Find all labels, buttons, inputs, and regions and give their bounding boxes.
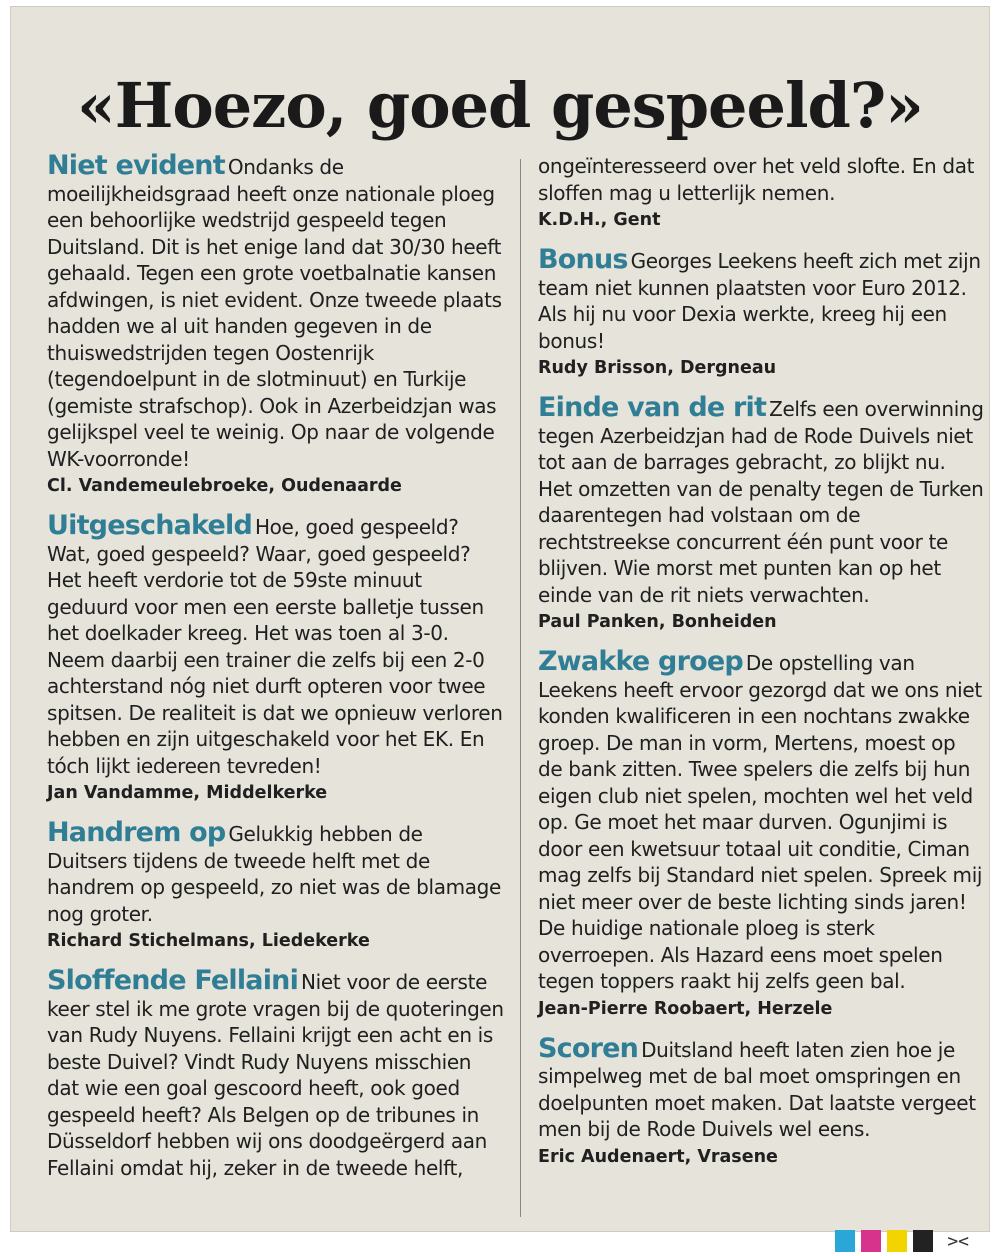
letter-body: Niet voor de eerste keer stel ik me grote vragen bij de quoteringen van Rudy Nuyens. Fellaini krijgt een acht en is beste Duivel? Vindt Rudy Nuyens misschien dat wie een goal gescoord heeft, ook goed gespeeld heeft? Als Belgen op de tribunes in Düsseldorf hebben wij ons doodgeërgerd aan Fellaini omdat hij, zeker in de tweede helft, (47, 970, 504, 1180)
page-title: «Hoezo, goed gespeeld?» (77, 69, 923, 142)
letter-body: Ondanks de moeilijkheidsgraad heeft onze nationale ploeg een behoorlijke wedstrijd gespeeld tegen Duitsland. Dit is het enige land dat 30/30 heeft gehaald. Tegen een grote voetbalnatie kansen afdwingen, is niet evident. Onze tweede plaats hadden we al uit handen gegeven in de thuiswedstrijden tegen Oostenrijk (tegendoelpunt in de slotminuut) en Turkije (gemiste strafschop). Ook in Azerbeidzjan was gelijkspel veel te weinig. Op naar de volgende WK-voorronde! (47, 155, 502, 471)
letter-scoren (538, 1032, 984, 1170)
letter-text (47, 150, 505, 472)
cyan-swatch (835, 1230, 855, 1252)
letter-signature: Jan Vandamme, Middelkerke (47, 783, 328, 803)
newspaper-clipping (10, 6, 990, 1232)
letter-einde-van-de-rit (538, 392, 984, 635)
letter-signature: Paul Panken, Bonheiden (538, 612, 777, 632)
letter-continuation (538, 153, 984, 233)
letter-kicker: Handrem op (47, 817, 226, 848)
black-swatch (913, 1230, 933, 1252)
letter-niet-evident (47, 150, 505, 499)
letter-text (538, 392, 984, 608)
letter-signature: Cl. Vandemeulebroeke, Oudenaarde (47, 476, 402, 496)
letter-kicker: Zwakke groep (538, 646, 743, 677)
letter-kicker: Uitgeschakeld (47, 510, 252, 541)
letter-uitgeschakeld (47, 510, 505, 806)
letter-kicker: Einde van de rit (538, 392, 767, 423)
letter-signature: K.D.H., Gent (538, 210, 661, 230)
letter-text (47, 965, 505, 1181)
letter-body: ongeïnteresseerd over het veld slofte. En dat sloffen mag u letterlijk nemen. (538, 154, 975, 205)
letter-kicker: Niet evident (47, 150, 225, 181)
letter-signature: Rudy Brisson, Dergneau (538, 358, 777, 378)
letter-body: Georges Leekens heeft zich met zijn team niet kunnen plaatsten voor Euro 2012. Als hij nu voor Dexia werkte, kreeg hij een bonus! (538, 249, 981, 353)
letter-body: Hoe, goed gespeeld? Wat, goed gespeeld? Waar, goed gespeeld? Het heeft verdorie tot de 59ste minuut geduurd voor men een eerste balletje tussen het doelkader kreeg. Het was toen al 3-0. Neem daarbij een trainer die zelfs bij een 2-0 achterstand nóg niet durft opteren voor twee spitsen. De realiteit is dat we opnieuw verloren hebben en zijn uitgeschakeld voor het EK. En tóch lijkt iedereen tevreden! (47, 515, 503, 778)
yellow-swatch (887, 1230, 907, 1252)
letter-body: De opstelling van Leekens heeft ervoor gezorgd dat we ons niet konden kwalificeren in een nochtans zwakke groep. De man in vorm, Mertens, moest op de bank zitten. Twee spelers die zelfs bij hun eigen club niet spelen, mochten wel het veld op. Ge moet het maar durven. Ogunjimi is door een kwetsuur totaal uit conditie, Ciman mag zelfs bij Standard niet spelen. Spreek mij niet meer over de beste lichting sinds jaren! De huidige nationale ploeg is sterk overroepen. Als Hazard eens moet spelen tegen toppers raakt hij zelfs geen bal. (538, 651, 983, 993)
letter-text (538, 646, 984, 995)
letter-text (538, 244, 984, 354)
magenta-swatch (861, 1230, 881, 1252)
letter-signature: Richard Stichelmans, Liedekerke (47, 931, 370, 951)
letter-bonus (538, 244, 984, 381)
letter-kicker: Bonus (538, 244, 628, 275)
column-divider (520, 159, 521, 1217)
print-registration-marks (835, 1230, 969, 1252)
letter-text (538, 1032, 984, 1143)
letter-signature: Eric Audenaert, Vrasene (538, 1146, 778, 1167)
letter-body: Gelukkig hebben de Duitsers tijdens de tweede helft met de handrem op gespeeld, zo niet was de blamage nog groter. (47, 822, 501, 926)
letter-body: Duitsland heeft laten zien hoe je simpelweg met de bal moet omspringen en doelpunten moet maken. Dat laatste vergeet men bij de Rode Duivels wel eens. (538, 1037, 976, 1141)
right-column (538, 153, 984, 1184)
letter-handrem-op (47, 817, 505, 954)
letter-kicker: Sloffende Fellaini (47, 965, 299, 996)
letter-kicker: Scoren (538, 1032, 639, 1064)
letter-sloffende-fellaini (47, 965, 505, 1181)
letter-zwakke-groep (538, 646, 984, 1022)
letter-body: Zelfs een overwinning tegen Azerbeidzjan had de Rode Duivels niet tot aan de barrages gebracht, zo blijkt nu. Het omzetten van de penalty tegen de Turken daarentegen had volstaan om de rechtstreekse concurrent één punt voor te blijven. Wie morst met punten kan op het einde van de rit niets verwachten. (538, 397, 984, 607)
letter-signature: Jean-Pierre Roobaert, Herzele (538, 998, 833, 1019)
letter-text (47, 510, 505, 779)
letter-text (47, 817, 505, 927)
left-column (47, 150, 505, 1195)
crop-mark-icon: >< (947, 1231, 969, 1252)
